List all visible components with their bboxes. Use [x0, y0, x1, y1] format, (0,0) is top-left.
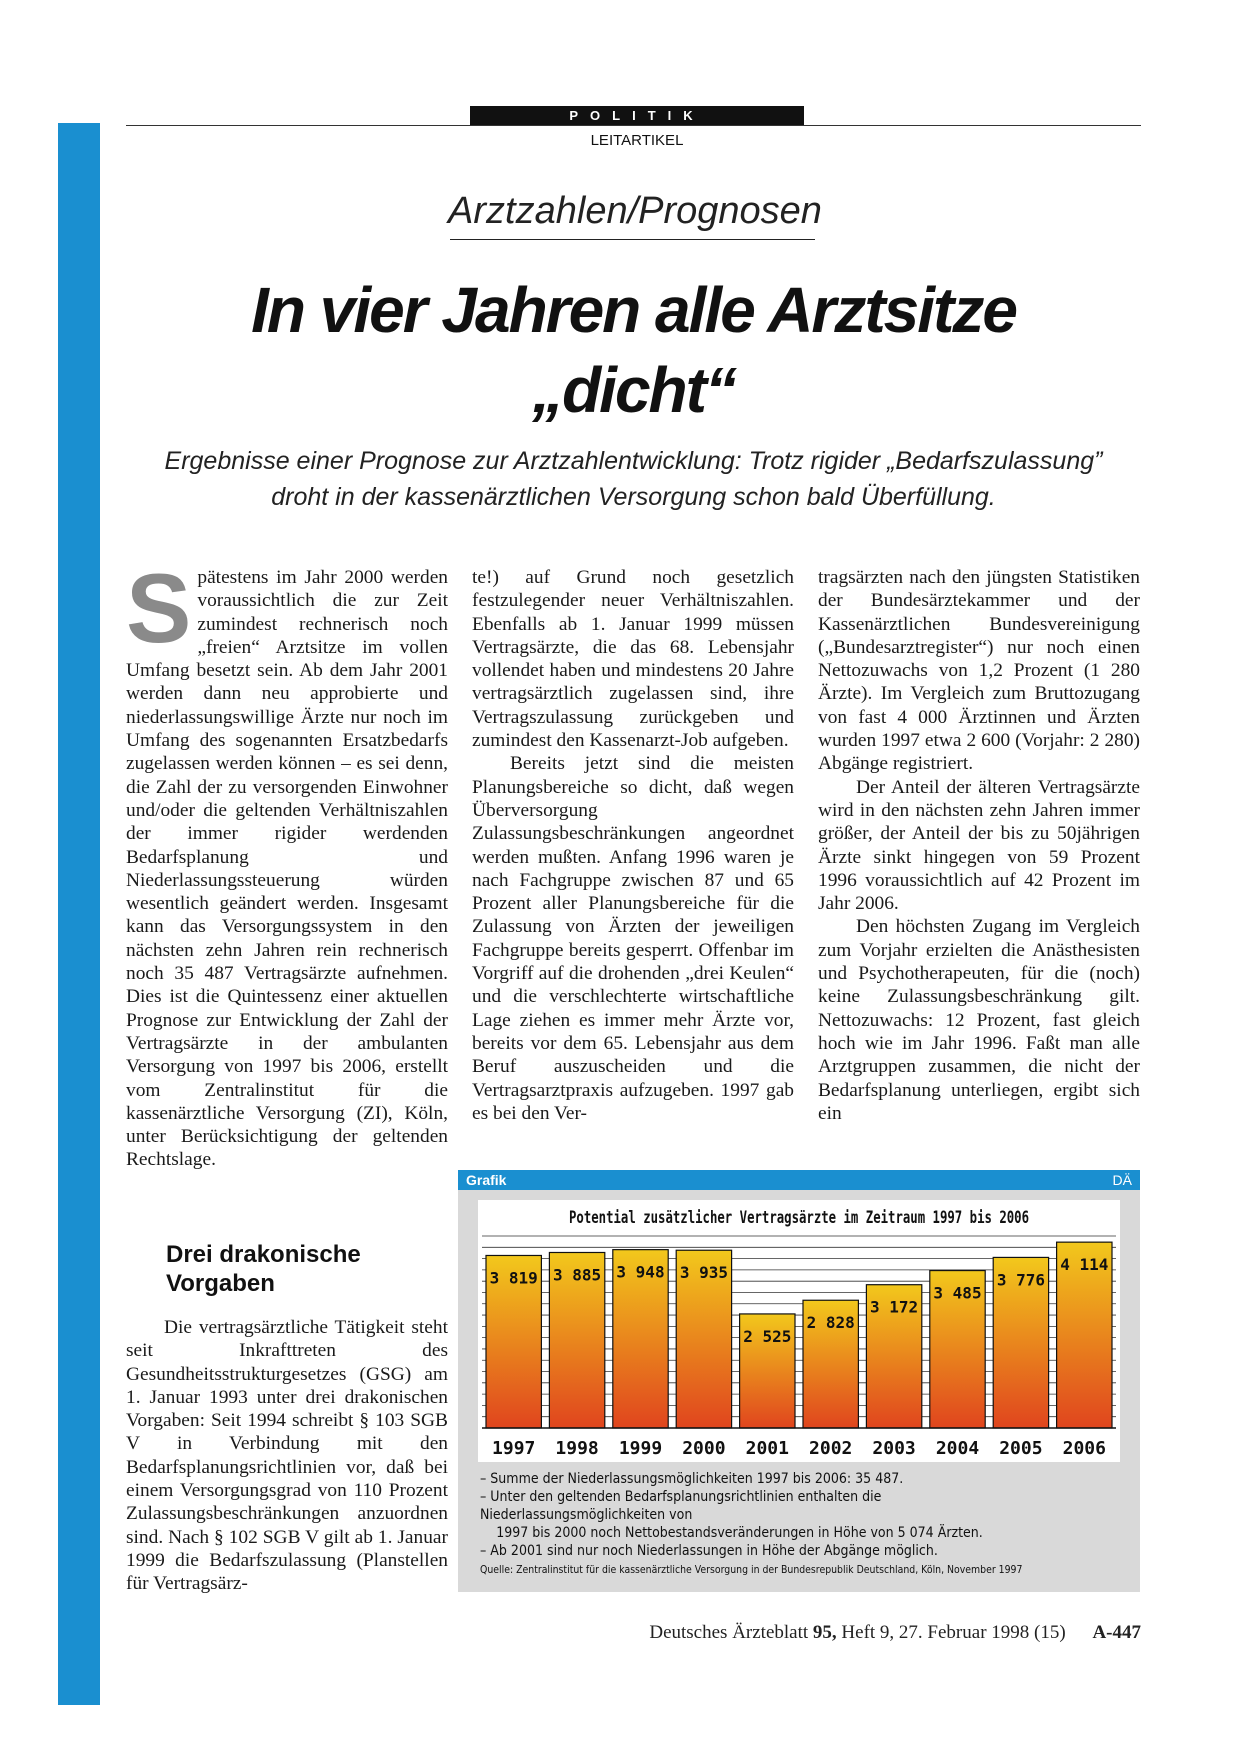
page-number: A-447	[1092, 1622, 1141, 1643]
x-tick-label: 2000	[682, 1438, 726, 1459]
x-tick-label: 1997	[492, 1438, 536, 1459]
x-tick-label: 1999	[618, 1438, 663, 1459]
graphic-brand: DÄ	[1112, 1172, 1132, 1188]
subheading: Drei drakonische Vorgaben	[166, 1241, 361, 1297]
note: 1997 bis 2000 noch Nettobestandsveränderungen in Höhe von 5 074 Ärzten.	[496, 1525, 983, 1541]
graphic-notes	[480, 1470, 1065, 1560]
x-tick-label: 2005	[999, 1438, 1043, 1459]
x-tick-label: 2001	[745, 1438, 789, 1459]
x-tick-label: 2006	[1062, 1438, 1106, 1459]
blue-margin-bar	[58, 123, 100, 1705]
journal-name: Deutsches Ärzteblatt	[649, 1622, 809, 1643]
volume: 95,	[812, 1622, 837, 1643]
deck-line-1: Ergebnisse einer Prognose zur Arztzahlentwicklung: Trotz rigider „Bedarfszulassung”	[164, 447, 1103, 475]
headline-line-1: In vier Jahren alle Arztsitze	[251, 274, 1016, 346]
kicker: Arztzahlen/Prognosen	[448, 190, 822, 232]
paragraph: Die vertragsärztliche Tätigkeit steht seit Inkrafttreten des Gesundheitsstrukturgesetzes (GSG) am 1. Januar 1993 unter drei drakonischen Vorgaben: Seit 1994 schreibt § 103 SGB V in Verbindung mit den Bedarfsplanungsrichtlinien vor, daß bei einem Versorgungsgrad von 110 Prozent Zulassungsbeschränkungen anzuordnen sind. Nach § 102 SGB V gilt ab 1. Januar 1999 die Bedarfszulassung (Planstellen für Vertragsärz-	[126, 1317, 448, 1595]
deck-line-2: droht in der kassenärztlichen Versorgung schon bald Überfüllung.	[271, 483, 996, 511]
paragraph: Den höchsten Zugang im Vergleich zum Vorjahr erzielten die Anästhesisten und Psychotherapeuten, für die (noch) keine Zulassungsbeschränkung gilt. Nettozuwachs: 12 Prozent, fast gleich hoch wie im Jahr 1996. Faßt man alle Arztgruppen zusammen, die nicht der Bedarfsplanung unterliegen, ergibt sich ein	[818, 916, 1140, 1124]
bar-value-label: 3 485	[933, 1283, 982, 1303]
issue: Heft 9, 27. Februar 1998 (15)	[841, 1622, 1066, 1643]
page-footer	[600, 1622, 1141, 1644]
bar-chart	[478, 1200, 1120, 1462]
paragraph: Der Anteil der älteren Vertragsärzte wird in den nächsten zehn Jahren immer größer, der Anteil der bis zu 50jährigen Ärzte sinkt hingegen von 59 Prozent 1996 voraussichtlich auf 42 Prozent im Jahr 2006.	[818, 776, 1140, 915]
graphic-label: Grafik	[466, 1172, 507, 1188]
x-tick-label: 2003	[872, 1438, 916, 1459]
x-tick-label: 1998	[555, 1438, 599, 1459]
paragraph: tragsärzten nach den jüngsten Statistiken der Bundesärztekammer und der Kassenärztlichen Bundesvereinigung („Bundesarztregister“) nur noch einen Nettozuwachs von 1,2 Prozent (1 280 Ärzte). Im Vergleich zum Bruttozugang von fast 4 000 Ärztinnen und Ärzten wurden 1997 etwa 2 600 (Vorjahr: 2 280) Abgänge registriert.	[818, 567, 1140, 775]
bar-value-label: 3 885	[553, 1265, 602, 1285]
note: – Unter den geltenden Bedarfsplanungsrichtlinien enthalten die Niederlassungsmöglichkeiten von	[480, 1489, 882, 1523]
graphic-source: Quelle: Zentralinstitut für die kassenärztliche Versorgung in der Bundesrepublik Deutschland, Köln, November 1997	[480, 1563, 1023, 1576]
header-rule	[126, 125, 1141, 126]
paragraph: Bereits jetzt sind die meisten Planungsbereiche so dicht, daß wegen Überversorgung Zulassungsbeschränkungen angeordnet werden mußten. Anfang 1996 waren je nach Fachgruppe zwischen 87 und 65 Prozent aller Planungsbereiche für die Zulassung von Ärzten der jeweiligen Fachgruppe bereits gesperrt. Offenbar im Vorgriff auf die drohenden „drei Keulen“ und die verschlechterte wirtschaftliche Lage ziehen es immer mehr Ärzte vor, bereits vor dem 65. Lebensjahr aus dem Beruf auszuscheiden und die Vertragsarztpraxis aufzugeben. 1997 gab es bei den Ver-	[472, 753, 794, 1124]
paragraph-text: pätestens im Jahr 2000 werden voraussichtlich die zur Zeit zumindest rechnerisch noch „freien“ Arztsitze im vollen Umfang besetzt sein. Ab dem Jahr 2001 werden dann neu approbierte und niederlassungswillige Ärzte nur noch im Umfang des sogenannten Ersatzbedarfs zugelassen werden können – es sei denn, die Zahl der zu versorgenden Einwohner und/oder die geltenden Verhältniszahlen der immer rigider werdenden Bedarfsplanung und Niederlassungssteuerung würden wesentlich geändert werden. Insgesamt kann das Versorgungssystem in den nächsten zehn Jahren rein rechnerisch noch 35 487 Vertragsärzte aufnehmen. Dies ist die Quintessenz einer aktuellen Prognose zur Entwicklung der Zahl der Vertragsärzte in der ambulanten Versorgung von 1997 bis 2006, erstellt vom Zentralinstitut für die kassenärztliche Versorgung (ZI), Köln, unter Berücksichtigung der geltenden Rechtslage.	[126, 567, 448, 1171]
bar-value-label: 2 828	[806, 1313, 855, 1333]
chart-title: Potential zusätzlicher Vertragsärzte im Zeitraum 1997 bis 2006	[569, 1208, 1029, 1228]
drop-cap: S	[126, 553, 192, 663]
graphic-box	[458, 1170, 1140, 1592]
article-column-1-continued	[126, 1316, 448, 1596]
chart-panel	[478, 1200, 1120, 1462]
x-tick-label: 2004	[935, 1438, 980, 1459]
bar-value-label: 2 525	[743, 1326, 792, 1346]
bar-value-label: 3 776	[996, 1270, 1045, 1290]
note: – Summe der Niederlassungsmöglichkeiten 1997 bis 2006: 35 487.	[480, 1471, 904, 1487]
bar-value-label: 3 819	[489, 1268, 538, 1288]
article-column-2	[472, 566, 794, 1125]
bar-value-label: 3 948	[616, 1262, 665, 1282]
graphic-header	[458, 1170, 1140, 1190]
headline	[126, 270, 1141, 430]
bar-value-label: 3 172	[870, 1297, 919, 1317]
bar-value-label: 3 935	[679, 1263, 728, 1283]
article-column-1	[126, 553, 448, 1172]
note: – Ab 2001 sind nur noch Niederlassungen in Höhe der Abgänge möglich.	[480, 1543, 938, 1559]
section-label: POLITIK	[470, 106, 804, 125]
section-sublabel: LEITARTIKEL	[590, 132, 684, 149]
bar-value-label: 4 114	[1060, 1255, 1109, 1275]
deck	[126, 443, 1141, 515]
headline-line-2: „dicht“	[532, 354, 735, 426]
article-column-3	[818, 566, 1140, 1125]
paragraph: te!) auf Grund noch gesetzlich festzulegender neuer Verhältniszahlen. Ebenfalls ab 1. Januar 1999 müssen Vertragsärzte, die das 68. Lebensjahr vollendet haben und mindestens 20 Jahre vertragsärztlich zugelassen sind, ihre Vertragszulassung zurückgeben und zumindest den Kassenarzt-Job aufgeben.	[472, 567, 794, 752]
paragraph	[126, 553, 448, 1172]
kicker-underline	[450, 239, 815, 240]
x-tick-label: 2002	[809, 1438, 853, 1459]
